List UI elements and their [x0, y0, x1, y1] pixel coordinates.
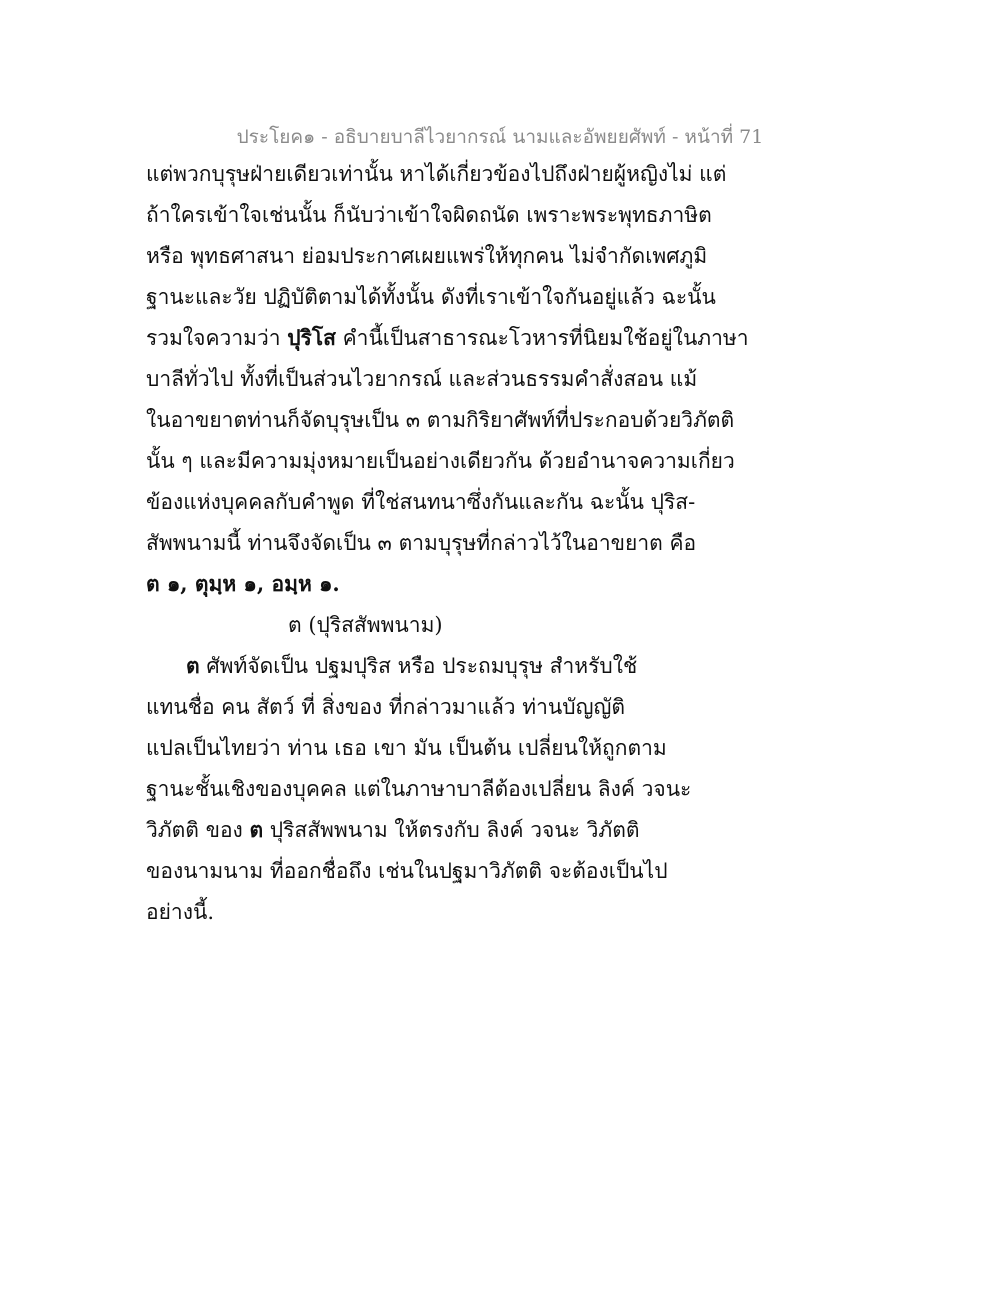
- text-line: แต่พวกบุรุษฝ่ายเดียวเท่านั้น หาได้เกี่ยวข้องไปถึงฝ่ายผู้หญิงไม่ แต่: [146, 162, 727, 186]
- bold-term: ปุริโส: [287, 325, 336, 350]
- text-line: ของนามนาม ที่ออกชื่อถึง เช่นในปฐมาวิภัตติ จะต้องเป็นไป: [146, 859, 668, 883]
- text-segment: ศัพท์จัดเป็น ปฐมปุริส หรือ ประถมบุรุษ สำหรับใช้: [199, 654, 638, 678]
- section-title: ต (ปุริสสัพพนาม): [288, 613, 443, 637]
- text-line: [146, 324, 749, 352]
- persons-line: [146, 570, 340, 598]
- text-line: หรือ พุทธศาสนา ย่อมประกาศเผยแพร่ให้ทุกคน ไม่จำกัดเพศภูมิ: [146, 244, 708, 268]
- bold-term: ต: [186, 653, 200, 678]
- bold-term: ต ๑, ตุมฺห ๑, อมฺห ๑.: [146, 571, 340, 596]
- text-line: บาลีทั่วไป ทั้งที่เป็นส่วนไวยากรณ์ และส่วนธรรมคำสั่งสอน แม้: [146, 367, 698, 391]
- text-line: ฐานะชั้นเชิงของบุคคล แต่ในภาษาบาลีต้องเปลี่ยน ลิงค์ วจนะ: [146, 777, 692, 801]
- text-line: แทนชื่อ คน สัตว์ ที่ สิ่งของ ที่กล่าวมาแล้ว ท่านบัญญัติ: [146, 695, 626, 719]
- text-line: ฐานะและวัย ปฏิบัติตามได้ทั้งนั้น ดังที่เราเข้าใจกันอยู่แล้ว ฉะนั้น: [146, 285, 716, 309]
- text-line: สัพพนามนี้ ท่านจึงจัดเป็น ๓ ตามบุรุษที่กล่าวไว้ในอาขยาต คือ: [146, 531, 697, 555]
- text-line: นั้น ๆ และมีความมุ่งหมายเป็นอย่างเดียวกัน ด้วยอำนาจความเกี่ยว: [146, 449, 735, 473]
- page-header: [0, 122, 1000, 152]
- text-segment: รวมใจความว่า: [146, 326, 288, 350]
- page-header-text: ประโยค๑ - อธิบายบาลีไวยากรณ์ นามและอัพยยศัพท์ - หน้าที่ 71: [236, 126, 764, 148]
- text-line: ในอาขยาตท่านก็จัดบุรุษเป็น ๓ ตามกิริยาศัพท์ที่ประกอบด้วยวิภัตติ: [146, 408, 735, 432]
- text-segment: ปุริสสัพพนาม ให้ตรงกับ ลิงค์ วจนะ วิภัตติ: [263, 818, 640, 842]
- bold-term: ต: [249, 817, 264, 842]
- text-line: อย่างนี้.: [146, 900, 214, 924]
- text-line: แปลเป็นไทยว่า ท่าน เธอ เขา มัน เป็นต้น เปลี่ยนให้ถูกตาม: [146, 736, 667, 760]
- text-line: [186, 652, 637, 680]
- text-segment: คำนี้เป็นสาธารณะโวหารที่นิยมใช้อยู่ในภาษา: [335, 326, 749, 350]
- text-line: ถ้าใครเข้าใจเช่นนั้น ก็นับว่าเข้าใจผิดถนัด เพราะพระพุทธภาษิต: [146, 203, 712, 227]
- text-line: ข้องแห่งบุคคลกับคำพูด ที่ใช่สนทนาซึ่งกันและกัน ฉะนั้น ปุริส-: [146, 490, 696, 514]
- text-line: [146, 816, 640, 844]
- text-segment: วิภัตติ ของ: [146, 818, 250, 842]
